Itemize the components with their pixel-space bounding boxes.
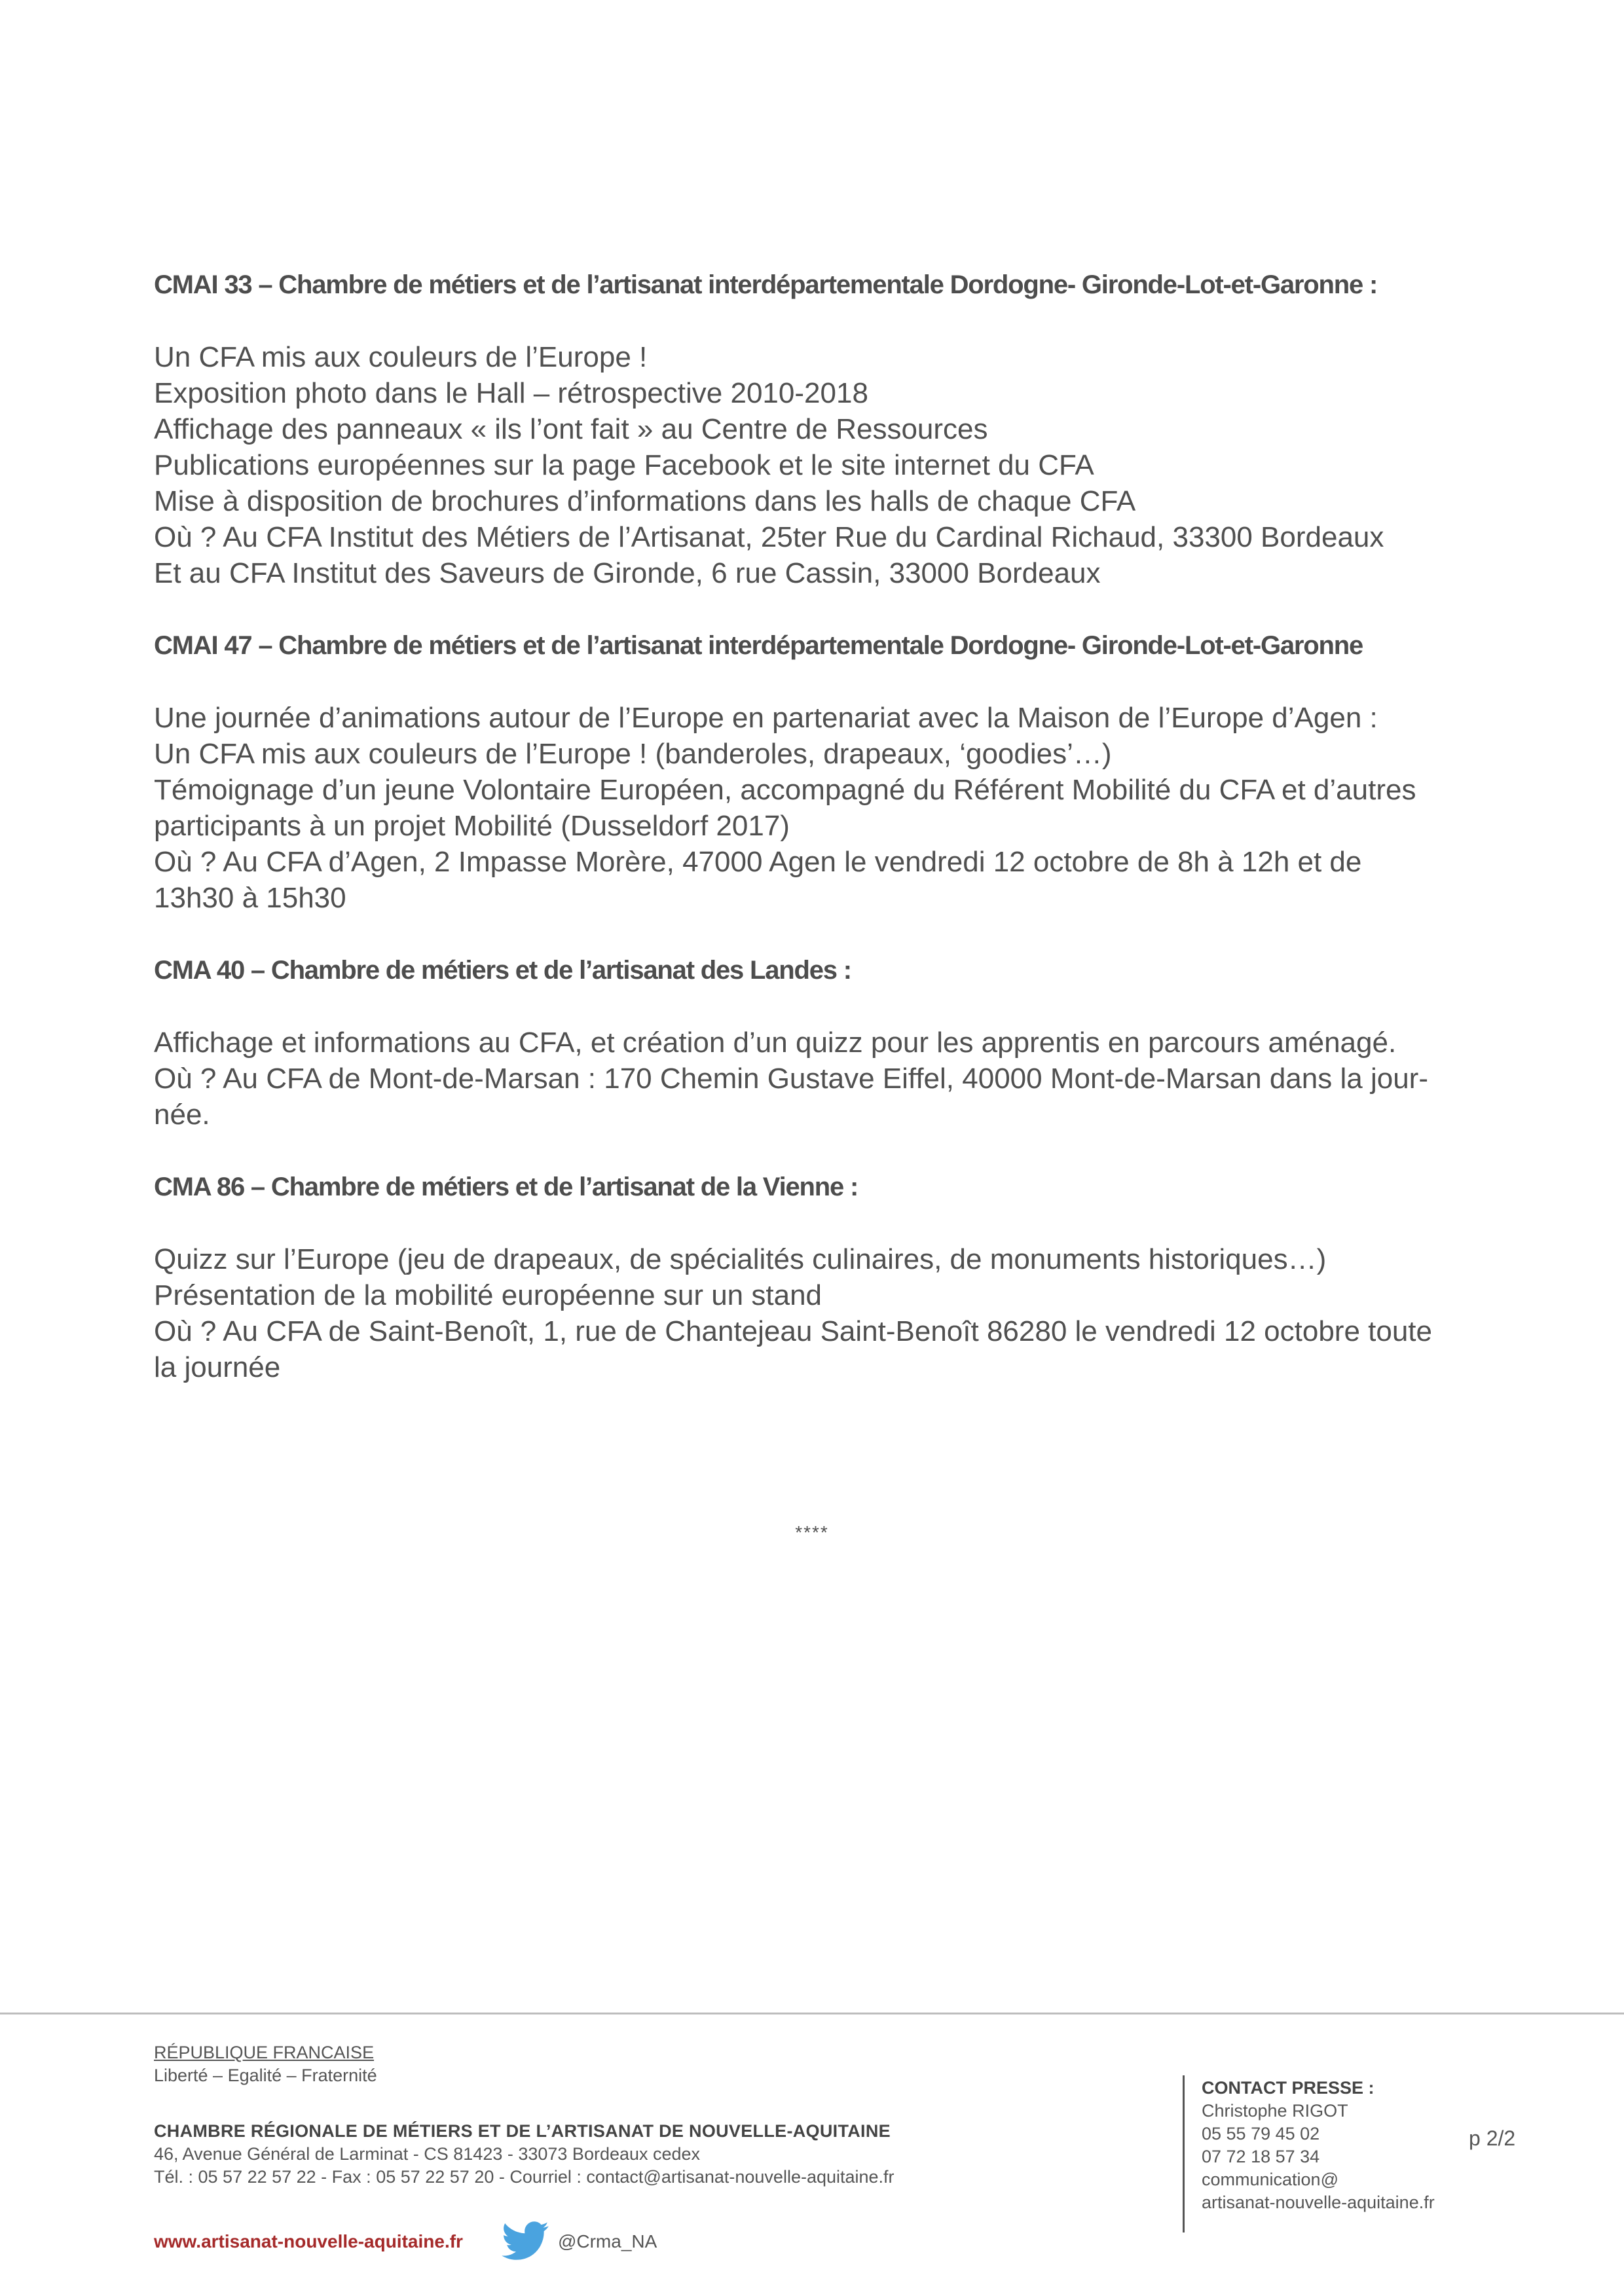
section-line: Mise à disposition de brochures d’informations dans les halls de chaque CFA bbox=[154, 485, 1136, 517]
footer-organization-block bbox=[154, 2041, 1136, 2261]
section-cmai-33 bbox=[154, 267, 1496, 591]
section-line: Témoignage d’un jeune Volontaire Européen, accompagné du Référent Mobilité du CFA et d’autres bbox=[154, 774, 1416, 806]
organization-address: 46, Avenue Général de Larminat - CS 81423 - 33073 Bordeaux cedex bbox=[154, 2144, 701, 2164]
contact-email-part2[interactable]: artisanat-nouvelle-aquitaine.fr bbox=[1202, 2193, 1435, 2212]
section-line: Publications européennes sur la page Facebook et le site internet du CFA bbox=[154, 449, 1094, 481]
section-line: Et au CFA Institut des Saveurs de Gironde, 6 rue Cassin, 33000 Bordeaux bbox=[154, 557, 1101, 589]
section-title: CMA 86 – Chambre de métiers et de l’artisanat de la Vienne : bbox=[154, 1173, 858, 1201]
section-line: Exposition photo dans le Hall – rétrospective 2010-2018 bbox=[154, 377, 868, 409]
section-line: Où ? Au CFA de Saint-Benoît, 1, rue de Chantejeau Saint-Benoît 86280 le vendredi 12 octobre toute bbox=[154, 1315, 1433, 1347]
section-title: CMAI 47 – Chambre de métiers et de l’artisanat interdépartementale Dordogne- Gironde-Lot-et-Garonne bbox=[154, 631, 1363, 660]
section-cma-40 bbox=[154, 953, 1496, 1133]
press-contact-block bbox=[1202, 2077, 1464, 2214]
contact-title: CONTACT PRESSE : bbox=[1202, 2078, 1375, 2098]
page-number: p 2/2 bbox=[1469, 2126, 1516, 2150]
section-line: Présentation de la mobilité européenne sur un stand bbox=[154, 1279, 822, 1311]
organization-phone-line: Tél. : 05 57 22 57 22 - Fax : 05 57 22 57 20 - Courriel : contact@artisanat-nouvelle-aquitaine.fr bbox=[154, 2167, 895, 2187]
footer-divider bbox=[0, 2013, 1624, 2014]
footer-vertical-divider bbox=[1183, 2075, 1185, 2232]
section-cma-86 bbox=[154, 1169, 1496, 1385]
section-title: CMAI 33 – Chambre de métiers et de l’artisanat interdépartementale Dordogne- Gironde-Lot-et-Garonne : bbox=[154, 270, 1378, 299]
web-links-row bbox=[154, 2221, 1136, 2261]
section-line: Affichage et informations au CFA, et création d’un quizz pour les apprentis en parcours aménagé. bbox=[154, 1027, 1397, 1059]
section-line: Affichage des panneaux « ils l’ont fait » au Centre de Ressources bbox=[154, 413, 988, 445]
contact-email-part1[interactable]: communication@ bbox=[1202, 2170, 1338, 2189]
section-line: Quizz sur l’Europe (jeu de drapeaux, de spécialités culinaires, de monuments historiques…) bbox=[154, 1243, 1327, 1275]
section-title: CMA 40 – Chambre de métiers et de l’artisanat des Landes : bbox=[154, 956, 851, 985]
section-line: Un CFA mis aux couleurs de l’Europe ! bbox=[154, 341, 648, 373]
section-line: née. bbox=[154, 1099, 210, 1131]
twitter-link[interactable] bbox=[499, 2221, 657, 2261]
republique-label: RÉPUBLIQUE FRANCAISE bbox=[154, 2043, 375, 2062]
organization-name: CHAMBRE RÉGIONALE DE MÉTIERS ET DE L’ARTISANAT DE NOUVELLE-AQUITAINE bbox=[154, 2121, 891, 2141]
section-line: Où ? Au CFA de Mont-de-Marsan : 170 Chemin Gustave Eiffel, 40000 Mont-de-Marsan dans la jour- bbox=[154, 1063, 1428, 1095]
section-line: Un CFA mis aux couleurs de l’Europe ! (banderoles, drapeaux, ‘goodies’…) bbox=[154, 738, 1112, 770]
section-cmai-47 bbox=[154, 628, 1496, 916]
separator: **** bbox=[795, 1522, 829, 1542]
section-line: Où ? Au CFA Institut des Métiers de l’Artisanat, 25ter Rue du Cardinal Richaud, 33300 Bordeaux bbox=[154, 521, 1384, 553]
motto: Liberté – Egalité – Fraternité bbox=[154, 2066, 377, 2085]
section-line: Où ? Au CFA d’Agen, 2 Impasse Morère, 47000 Agen le vendredi 12 octobre de 8h à 12h et de bbox=[154, 846, 1362, 878]
document-body bbox=[154, 267, 1496, 1422]
section-line: Une journée d’animations autour de l’Europe en partenariat avec la Maison de l’Europe d’Agen : bbox=[154, 702, 1378, 734]
contact-mobile: 07 72 18 57 34 bbox=[1202, 2147, 1320, 2166]
section-line: la journée bbox=[154, 1351, 281, 1383]
contact-name: Christophe RIGOT bbox=[1202, 2101, 1348, 2121]
website-link[interactable]: www.artisanat-nouvelle-aquitaine.fr bbox=[154, 2231, 463, 2251]
section-line: 13h30 à 15h30 bbox=[154, 882, 346, 914]
twitter-bird-icon bbox=[499, 2221, 553, 2261]
twitter-handle: @Crma_NA bbox=[557, 2231, 657, 2251]
contact-phone: 05 55 79 45 02 bbox=[1202, 2124, 1320, 2143]
section-line: participants à un projet Mobilité (Dusseldorf 2017) bbox=[154, 810, 790, 842]
